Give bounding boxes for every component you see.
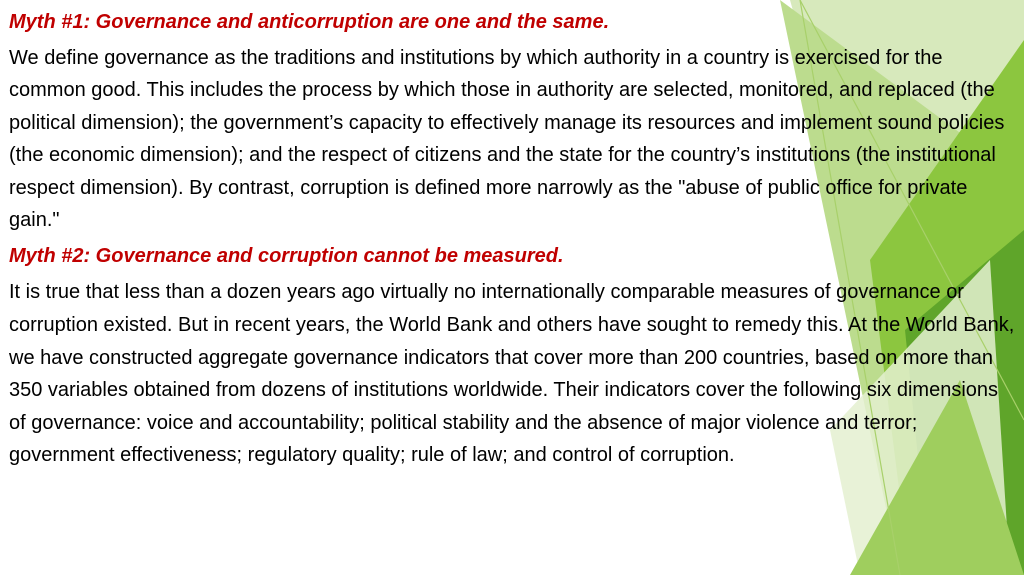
slide-content xyxy=(9,8,1019,478)
myth1-body: We define governance as the traditions and institutions by which authority in a country is exercised for the common good. This includes the process by which those in authority are selected, monitored, and replaced (the political dimension); the government’s capacity to effectively manage its resources and implement sound policies (the economic dimension); and the respect of citizens and the state for the country’s institutions (the institutional respect dimension). By contrast, corruption is defined more narrowly as the "abuse of public office for private gain." xyxy=(9,47,1005,232)
myth2-heading: Myth #2: Governance and corruption cannot be measured. xyxy=(9,245,564,268)
myth1-heading: Myth #1: Governance and anticorruption are one and the same. xyxy=(9,11,610,33)
myth2-body: It is true that less than a dozen years ago virtually no internationally comparable measures of governance or corruption existed. But in recent years, the World Bank and others have sought to remedy this. At the World Bank, we have constructed aggregate governance indicators that cover more than 200 countries, based on more than 350 variables obtained from dozens of institutions worldwide. Their indicators cover the following six dimensions of governance: voice and accountability; political stability and the absence of major violence and terror; government effectiveness; regulatory quality; rule of law; and control of corruption. xyxy=(9,281,1015,467)
